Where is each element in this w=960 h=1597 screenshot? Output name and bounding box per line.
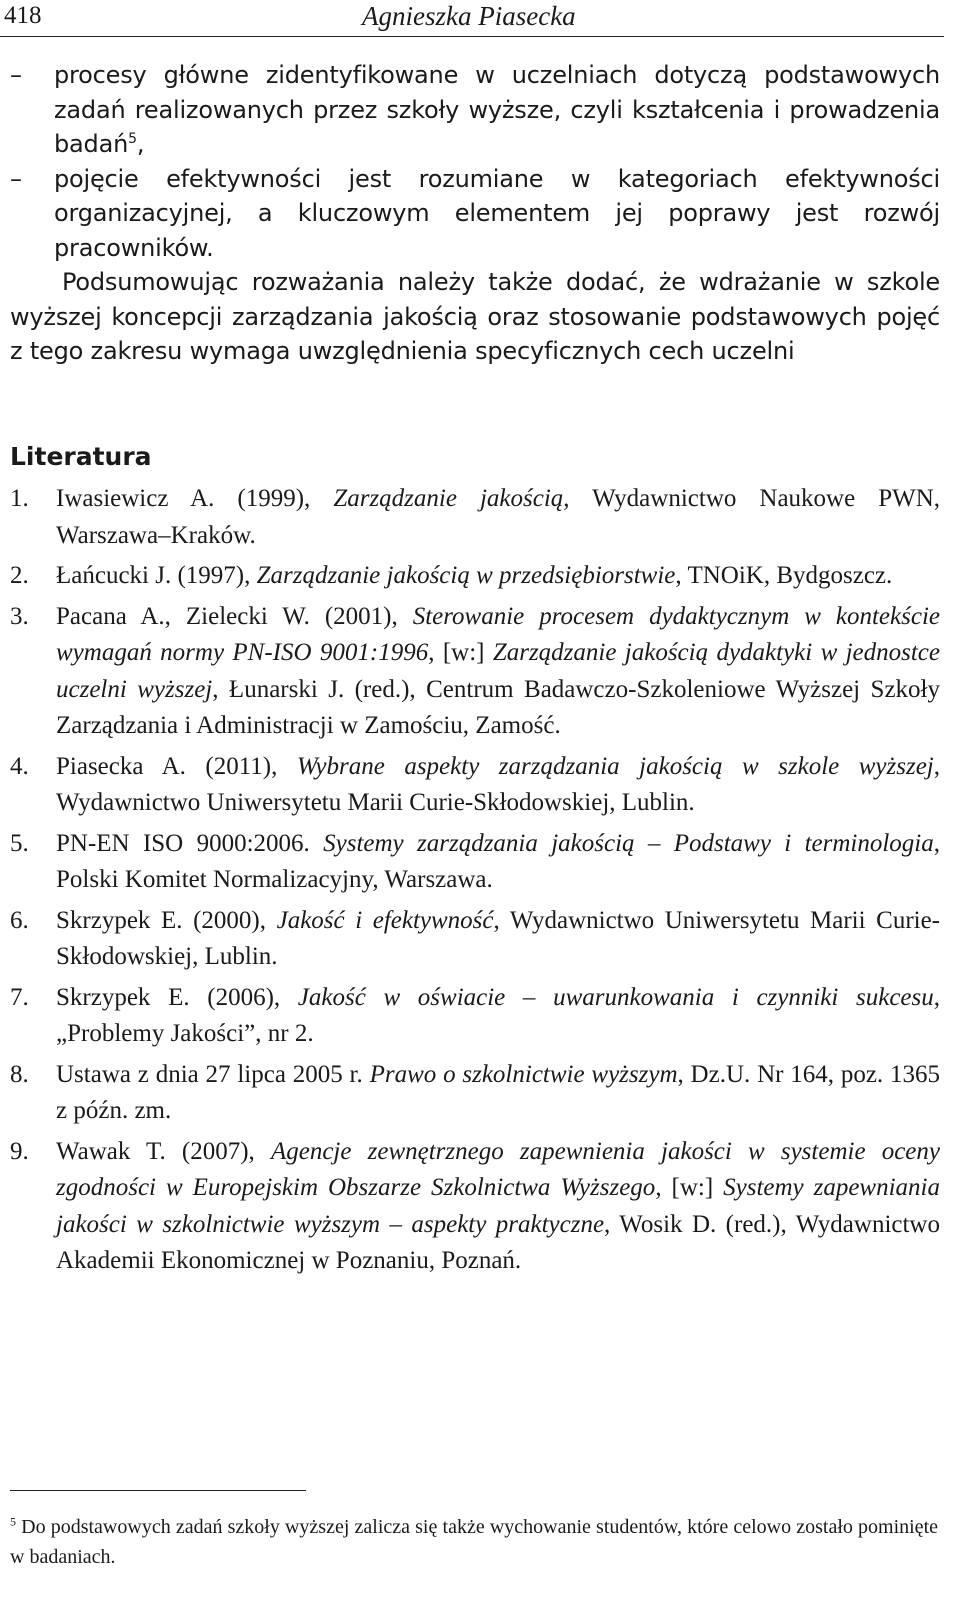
reference-title: Sterowanie procesem dydaktycznym w kontekście wymagań normy PN-ISO 9001:1996: [56, 602, 940, 666]
dash-marker: –: [10, 61, 22, 89]
reference-text: Wawak T. (2007),: [56, 1137, 271, 1165]
reference-number: 9.: [10, 1137, 29, 1165]
reference-text: , TNOiK, Bydgoszcz.: [675, 562, 893, 589]
reference-title: Zarządzanie jakością: [333, 485, 564, 512]
reference-item: [10, 1057, 940, 1130]
reference-title: Agencje zewnętrznego zapewnienia jakości w systemie oceny zgodności w Europejskim Obszarze Szkolnictwa Wyższego: [56, 1137, 940, 1201]
reference-title: Systemy zapewniania jakości w szkolnictwie wyższym – aspekty praktyczne: [56, 1174, 940, 1238]
literature-heading: Literatura: [10, 442, 152, 471]
reference-item: [10, 749, 940, 822]
reference-item: [10, 903, 940, 976]
reference-item: [10, 826, 940, 899]
reference-title: Systemy zarządzania jakością – Podstawy i terminologia: [323, 829, 934, 857]
reference-item: [10, 599, 940, 745]
reference-text: Piasecka A. (2011),: [56, 752, 297, 780]
reference-number: 1.: [10, 485, 29, 512]
footnote-reference[interactable]: 5: [128, 131, 137, 147]
reference-text: Pacana A., Zielecki W. (2001),: [56, 602, 413, 630]
bullet-item-2: [10, 162, 940, 266]
reference-title: Wybrane aspekty zarządzania jakością w szkole wyższej: [296, 752, 934, 780]
reference-title: Zarządzanie jakością dydaktyki w jednostce uczelni wyższej: [56, 639, 940, 703]
bullet-text: pojęcie efektywności jest rozumiane w kategoriach efektywności organizacyjnej, a kluczowym elementem jej poprawy jest rozwój pracowników.: [54, 164, 940, 262]
reference-number: 6.: [10, 906, 29, 934]
body-text: [10, 58, 940, 369]
reference-number: 4.: [10, 752, 29, 780]
reference-text: , Polski Komitet Normalizacyjny, Warszawa.: [56, 829, 940, 893]
bullet-suffix: ,: [136, 130, 145, 158]
footnote: [10, 1512, 938, 1572]
reference-number: 7.: [10, 983, 29, 1011]
reference-text: , Dz.U. Nr 164, poz. 1365 z późn. zm.: [56, 1060, 940, 1124]
reference-list: [10, 481, 940, 1284]
reference-text: , Wydawnictwo Uniwersytetu Marii Curie-Skłodowskiej, Lublin.: [56, 906, 941, 970]
reference-item: [10, 558, 940, 595]
reference-text: , Wydawnictwo Uniwersytetu Marii Curie-Skłodowskiej, Lublin.: [56, 752, 940, 816]
reference-text: , Łunarski J. (red.), Centrum Badawczo-Szkoleniowe Wyższej Szkoły Zarządzania i Administracji w Zamościu, Zamość.: [56, 675, 940, 739]
running-head-author: Agnieszka Piasecka: [362, 1, 576, 31]
reference-title: Jakość i efektywność: [276, 906, 494, 934]
reference-title: Jakość w oświacie – uwarunkowania i czynniki sukcesu: [297, 983, 934, 1011]
reference-text: Iwasiewicz A. (1999),: [56, 485, 334, 512]
reference-item: [10, 980, 940, 1053]
summary-paragraph: Podsumowując rozważania należy także dodać, że wdrażanie w szkole wyższej koncepcji zarządzania jakością oraz stosowanie podstawowych pojęć z tego zakresu wymaga uwzględnienia specyficznych cech uczelni: [10, 268, 940, 365]
reference-text: Skrzypek E. (2006),: [56, 983, 298, 1011]
page-number: 418: [4, 2, 42, 29]
reference-text: PN-EN ISO 9000:2006.: [56, 829, 324, 857]
reference-item: [10, 481, 940, 554]
reference-number: 5.: [10, 829, 29, 857]
footnote-text: Do podstawowych zadań szkoły wyższej zalicza się także wychowanie studentów, które celowo zostało pominięte w badaniach.: [10, 1516, 938, 1568]
reference-text: Skrzypek E. (2000),: [56, 906, 277, 934]
dash-marker: –: [10, 164, 22, 193]
reference-text: , „Problemy Jakości”, nr 2.: [56, 983, 940, 1047]
page-header: [0, 0, 944, 37]
reference-text: , [w:]: [428, 639, 493, 666]
footnote-divider: [10, 1490, 306, 1491]
reference-number: 2.: [10, 562, 29, 589]
reference-text: Łańcucki J. (1997),: [56, 562, 257, 589]
reference-text: , [w:]: [655, 1174, 724, 1201]
reference-item: [10, 1134, 940, 1280]
footnote-mark: 5: [10, 1514, 16, 1529]
reference-text: , Wosik D. (red.), Wydawnictwo Akademii Ekonomicznej w Poznaniu, Poznań.: [56, 1210, 940, 1274]
reference-title: Prawo o szkolnictwie wyższym: [369, 1060, 678, 1088]
reference-number: 8.: [10, 1060, 29, 1088]
reference-text: Ustawa z dnia 27 lipca 2005 r.: [56, 1060, 370, 1088]
reference-text: , Wydawnictwo Naukowe PWN, Warszawa–Kraków.: [56, 485, 941, 549]
bullet-item-1: [10, 58, 940, 162]
reference-number: 3.: [10, 602, 29, 630]
bullet-text: procesy główne zidentyfikowane w uczelniach dotyczą podstawowych zadań realizowanych przez szkoły wyższe, czyli kształcenia i prowadzenia badań: [54, 61, 940, 158]
reference-title: Zarządzanie jakością w przedsiębiorstwie: [256, 562, 676, 589]
